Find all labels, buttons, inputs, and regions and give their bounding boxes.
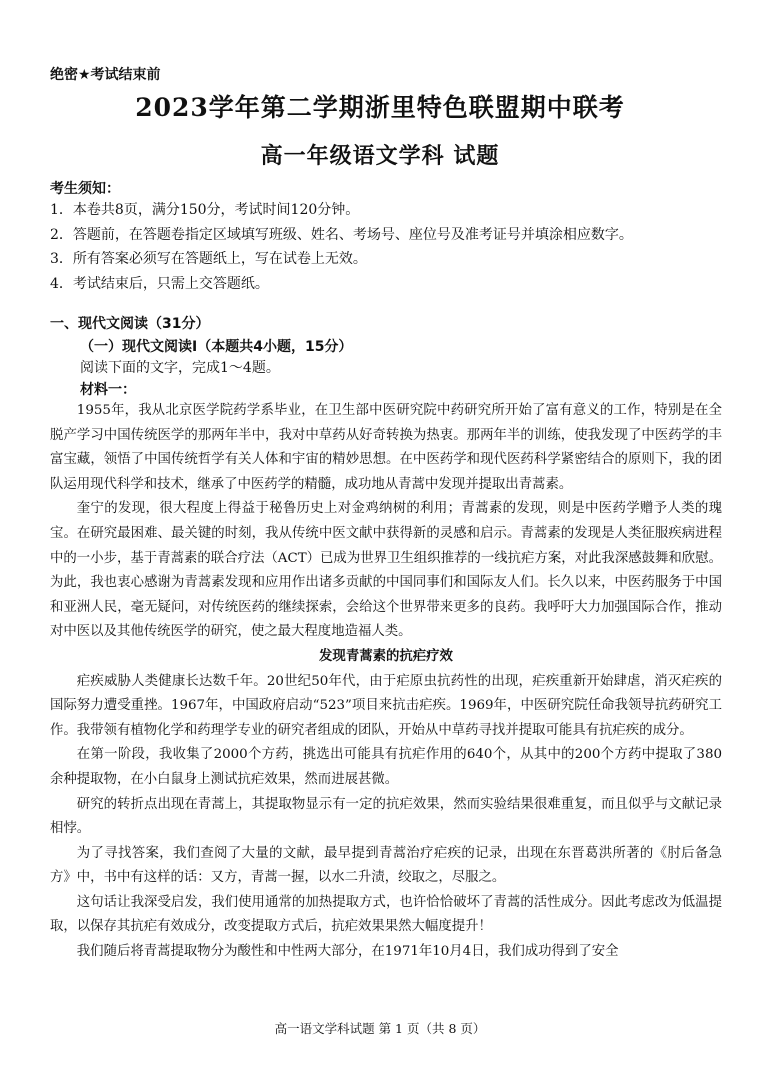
article-heading: 发现青蒿素的抗疟疗效	[319, 648, 453, 664]
paragraph: 在第一阶段，我收集了2000个方药，挑选出可能具有抗疟作用的640个，从其中的200个方药中提取了380余种提取物，在小白鼠身上测试抗疟效果，然而进展甚微。	[50, 747, 722, 787]
reading-passage	[50, 399, 722, 965]
notice-list	[50, 198, 730, 296]
paragraph: 研究的转折点出现在青蒿上，其提取物显示有一定的抗疟效果，然而实验结果很难重复，而且似乎与文献记录相悖。	[50, 796, 722, 837]
notice-item: 4．考试结束后，只需上交答题纸。	[50, 275, 269, 292]
paragraph: 疟疾威胁人类健康长达数千年。20世纪50年代，由于疟原虫抗药性的出现，疟疾重新开始肆虐，消灭疟疾的国际努力遭受重挫。1967年，中国政府启动“523”项目来抗击疟疾。1969年，中医研究院任命我领导抗药研究工作。我带领有植物化学和药理学专业的研究者组成的团队，开始从中草药寻找并提取可能具有抗疟疾的成分。	[50, 673, 722, 738]
notice-item: 1．本卷共8页，满分150分，考试时间120分钟。	[50, 202, 360, 218]
notice-item: 3．所有答案必须写在答题纸上，写在试卷上无效。	[50, 251, 367, 267]
notice-item: 2．答题前，在答题卷指定区域填写班级、姓名、考场号、座位号及准考证号并填涂相应数字。	[50, 226, 633, 243]
paragraph: 我们随后将青蒿提取物分为酸性和中性两大部分，在1971年10月4日，我们成功得到了安全	[76, 944, 619, 960]
subsection-heading: （一）现代文阅读Ⅰ（本题共4小题，15分）	[80, 339, 353, 355]
confidential-label: 绝密★考试结束前	[50, 67, 161, 83]
exam-subtitle: 高一年级语文学科 试题	[260, 143, 500, 169]
exam-title: 2023学年第二学期浙里特色联盟期中联考	[135, 93, 625, 122]
material-label: 材料一：	[80, 382, 136, 398]
paragraph: 奎宁的发现，很大程度上得益于秘鲁历史上对金鸡纳树的利用；青蒿素的发现，则是中医药学赠予人类的瑰宝。在研究最困难、最关键的时刻，我从传统中医文献中获得新的灵感和启示。青蒿素的发现是人类征服疾病进程中的一小步，基于青蒿素的联合疗法（ACT）已成为世界卫生组织推荐的一线抗疟方案，对此我深感鼓舞和欣慰。为此，我也衷心感谢为青蒿素发现和应用作出诸多贡献的中国同事们和国际友人们。长久以来，中医药服务于中国和亚洲人民，毫无疑问，对传统医药的继续探索，会给这个世界带来更多的良药。我呼吁大力加强国际合作，推动对中医以及其他传统医学的研究，使之最大程度地造福人类。	[50, 501, 722, 640]
paragraph: 这句话让我深受启发，我们使用通常的加热提取方式，也许恰恰破坏了青蒿的活性成分。因此考虑改为低温提取，以保存其抗疟有效成分，改变提取方式后，抗疟效果果然大幅度提升！	[50, 894, 722, 935]
notice-heading: 考生须知：	[50, 181, 120, 197]
paragraph: 1955年，我从北京医学院药学系毕业，在卫生部中医研究院中药研究所开始了富有意义的工作，特别是在全脱产学习中国传统医学的那两年半中，我对中草药从好奇转换为热衷。那两年半的训练，使我发现了中医药学的丰富宝藏，领悟了中国传统哲学有关人体和宇宙的精妙思想。在中医药学和现代医药科学紧密结合的原则下，我的团队运用现代科学和技术，继承了中医药学的精髓，成功地从青蒿中发现并提取出青蒿素。	[50, 403, 722, 492]
paragraph: 为了寻找答案，我们查阅了大量的文献，最早提到青蒿治疗疟疾的记录，出现在东晋葛洪所著的《肘后备急方》中，书中有这样的话：又方，青蒿一握，以水二升渍，绞取之，尽服之。	[50, 845, 722, 886]
reading-instruction: 阅读下面的文字，完成1～4题。	[80, 360, 280, 376]
page-footer: 高一语文学科试题 第 1 页（共 8 页）	[274, 1021, 486, 1036]
section-heading: 一、现代文阅读（31分）	[50, 316, 210, 332]
